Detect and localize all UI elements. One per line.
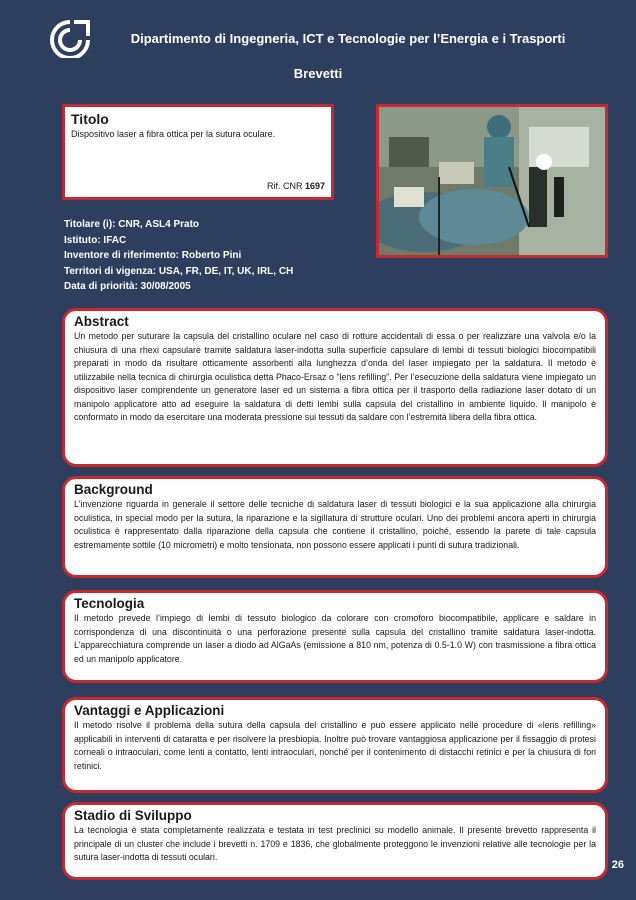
reference-label: Rif. CNR xyxy=(266,181,303,191)
advantages-card xyxy=(62,697,608,793)
abstract-heading: Abstract xyxy=(74,314,129,329)
meta-inventor: Inventore di riferimento: Roberto Pini xyxy=(64,250,242,261)
abstract-card xyxy=(62,308,608,467)
advantages-text: Il metodo risolve il problema della sutura della capsula del cristallino e può essere applicato nelle procedure di «lens refilling» applicabili in interventi di cataratta e per risolvere la presbiopia. Inoltre può trovare vantaggiosa applicazione per il fissaggio di protesi corneali o intraoculari, come lenti a contatto, lenti intraoculari, nonché per il contenimento di distacchi retinici e per la chiusura di fori retinici. xyxy=(74,720,596,771)
technology-heading: Tecnologia xyxy=(74,596,145,611)
meta-priority-date: Data di priorità: 30/08/2005 xyxy=(64,281,191,292)
section-title: Brevetti xyxy=(293,66,343,81)
reference-value: 1697 xyxy=(304,181,325,191)
patent-metadata xyxy=(64,217,293,295)
page-number: 26 xyxy=(611,859,624,871)
technology-text: Il metodo prevede l’impiego di lembi di tessuto biologico da colorare con cromoforo biocompatibile, applicare e saldare in corrispondenza di una discontinuità o una perforazione presente sulla capsula del cristallino tramite saldatura laser-indotta. L’apparecchiatura comprende un laser a diodo ad AlGaAs (emissione a 810 nm, potenza di 0.5-1.0 W) con trasmissione a fibra ottica ed un manipolo applicatore. xyxy=(74,613,596,664)
reference-number xyxy=(267,181,325,191)
development-heading: Stadio di Sviluppo xyxy=(74,808,192,823)
surgery-photo-illustration xyxy=(379,107,605,255)
meta-institute: Istituto: IFAC xyxy=(64,234,127,246)
development-text: La tecnologia è stata completamente realizzata e testata in test preclinici su modello animale. Il presente brevetto rappresenta il principale di un cluster che include i brevetti n. 1709 e 1836, che globalmente proteggono le invenzioni relative alle tecnologie per la sutura laser-indotta di tessuti oculari. xyxy=(74,825,596,862)
technology-card xyxy=(62,590,608,683)
advantages-heading: Vantaggi e Applicazioni xyxy=(74,703,225,718)
development-card xyxy=(62,802,608,880)
department-title: Dipartimento di Ingegneria, ICT e Tecnologie per l’Energia e i Trasporti xyxy=(130,31,566,46)
background-text: L’invenzione riguarda in generale il settore delle tecniche di saldatura laser di tessuti biologici e la sua applicazione alla chirurgia oculistica, in special modo per la sutura, la riparazione e la sigillatura di strutture oculari. Uno dei problemi ancora aperti in chirurgia oculistica è rappresentato dalla riparazione della capsula che contiene il cristallino, poiché, essendo la parete di tale capsula estremamente sottile (10 micrometri) e molto tensionata, non possono essere applicati i punti di sutura tradizionali. xyxy=(74,499,596,550)
meta-territories: Territori di vigenza: USA, FR, DE, IT, UK, IRL, CH xyxy=(64,265,294,277)
title-heading: Titolo xyxy=(71,111,109,127)
surgery-photo xyxy=(376,104,608,258)
background-heading: Background xyxy=(74,482,153,497)
meta-holder: Titolare (i): CNR, ASL4 Prato xyxy=(64,219,200,230)
background-card xyxy=(62,476,608,578)
title-text: Dispositivo laser a fibra ottica per la sutura oculare. xyxy=(71,129,276,139)
abstract-text: Un metodo per suturare la capsula del cristallino oculare nel caso di rotture accidentali di essa o per realizzare una valvola e/o la chiusura di una rhexi capsulare tramite saldatura laser-indotta sulla superficie capsulare di lembi di tessuti biologici biocompatibili preparati in modo da risultare otticamente assorbenti alla lunghezza d’onda del laser impiegato per la saldatura. Il metodo è utilizzabile nella tecnica di chirurgia oculistica detta Phaco-Ersaz o “lens refilling”. Per l’esecuzione della saldatura viene impiegato un dispositivo laser comprendente un generatore laser ed un sistema a fibra ottica per il trasporto della radiazione laser dotato di un manipolo applicatore atto ad eseguire la saldatura di detti lembi sulla capsula del cristallino in ambiente liquido. Il manipolo è conformato in modo da esercitare una moderata pressione sui tessuti da saldare con l’estremità libera della fibra ottica. xyxy=(74,331,596,422)
title-box xyxy=(62,104,334,200)
